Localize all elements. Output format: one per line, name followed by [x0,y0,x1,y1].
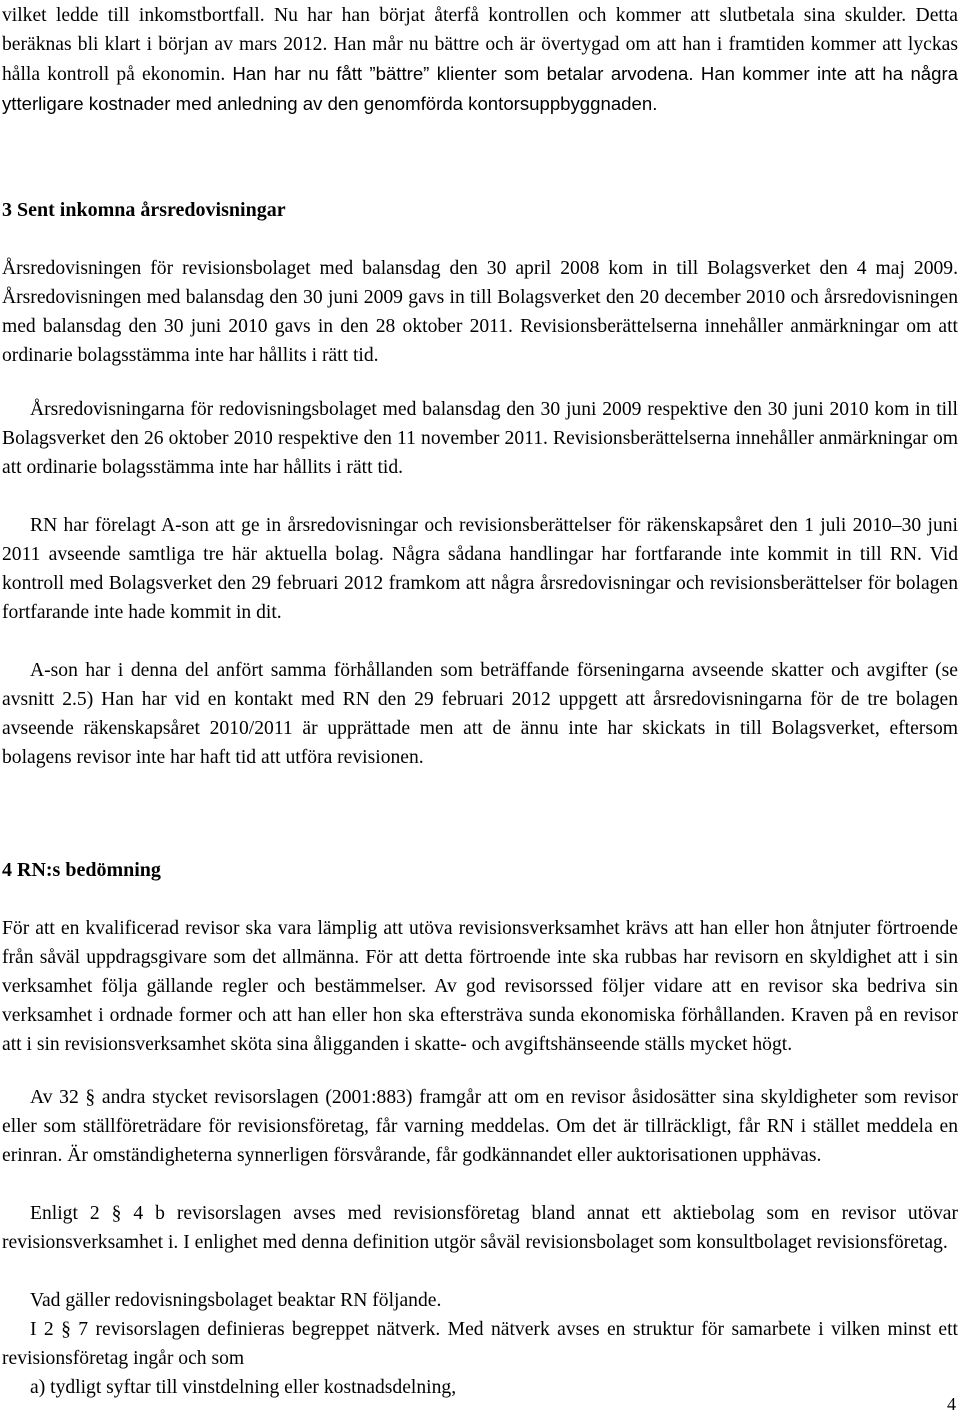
intro-text-sans: Han har nu fått ”bättre” klienter som betalar arvodena. Han kommer inte att ha några ytterligare kostnader med anledning av den genomförda kontorsuppbyggnaden. [2,63,958,114]
section-3-paragraph-3: RN har förelagt A-son att ge in årsredovisningar och revisionsberättelser för räkenskapsåret den 1 juli 2010–30 juni 2011 avseende samtliga tre här aktuella bolag. Några sådana handlingar har fortfarande inte kommit in till RN. Vid kontroll med Bolagsverket den 29 februari 2012 framkom att några årsredovisningar och revisionsberättelser för bolagen fortfarande inte hade kommit in dit. [2,515,958,623]
section-3-heading: 3 Sent inkomna årsredovisningar [2,199,286,221]
section-3-paragraph-4: A-son har i denna del anfört samma förhållanden som beträffande förseningarna avseende skatter och avgifter (se avsnitt 2.5) Han har vid en kontakt med RN den 29 februari 2012 uppgett att årsredovisningarna för de tre bolagen avseende räkenskapsåret 2010/2011 är upprättade men att de ännu inte har skickats in till Bolagsverket, eftersom bolagens revisor inte har haft tid att utföra revisionen. [2,660,958,768]
page-number: 4 [947,1394,956,1414]
section-4-list-item-a: a) tydligt syftar till vinstdelning eller kostnadsdelning, [30,1377,457,1398]
section-4-paragraph-5: I 2 § 7 revisorslagen definieras begreppet nätverk. Med nätverk avses en struktur för samarbete i vilken minst ett revisionsföretag ingår och som [2,1319,958,1369]
section-4-heading: 4 RN:s bedömning [2,859,161,881]
intro-text-serif: vilket ledde till inkomstbortfall. Nu har han börjat återfå kontrollen och kommer att slutbetala sina skulder. Detta beräknas bli klart i början av mars 2012. Han mår nu bättre och är övertygad om att han i framtiden kommer att lyckas hålla kontroll på ekonomin. [2,5,958,85]
section-4-paragraph-3: Enligt 2 § 4 b revisorslagen avses med revisionsföretag bland annat ett aktiebolag som en revisor utövar revisionsverksamhet i. I enlighet med denna definition utgör såväl revisionsbolaget som konsultbolaget revisionsföretag. [2,1203,958,1253]
intro-paragraph [2,1,958,119]
section-4-paragraph-2: Av 32 § andra stycket revisorslagen (2001:883) framgår att om en revisor åsidosätter sina skyldigheter som revisor eller som ställföreträdare för revisionsföretag, får varning meddelas. Om det är tillräckligt, får RN i stället meddela en erinran. Är omständigheterna synnerligen försvårande, får godkännandet eller auktorisationen upphävas. [2,1087,958,1166]
section-3-paragraph-1: Årsredovisningen för revisionsbolaget med balansdag den 30 april 2008 kom in till Bolagsverket den 4 maj 2009. Årsredovisningen med balansdag den 30 juni 2009 gavs in till Bolagsverket den 20 december 2010 och årsredovisningen med balansdag den 30 juni 2010 gavs in den 28 oktober 2011. Revisionsberättelserna innehåller anmärkningar om att ordinarie bolagsstämma inte har hållits i rätt tid. [2,258,958,366]
section-3-paragraph-2: Årsredovisningarna för redovisningsbolaget med balansdag den 30 juni 2009 respektive den 30 juni 2010 kom in till Bolagsverket den 26 oktober 2010 respektive den 11 november 2011. Revisionsberättelserna innehåller anmärkningar om att ordinarie bolagsstämma inte har hållits i rätt tid. [2,399,958,478]
section-4-paragraph-1: För att en kvalificerad revisor ska vara lämplig att utöva revisionsverksamhet krävs att han eller hon åtnjuter förtroende från såväl uppdragsgivare som det allmänna. För att detta förtroende inte ska rubbas har revisorn en skyldighet att i sin verksamhet följa gällande regler och bestämmelser. Av god revisorssed följer vidare att en revisor ska bedriva sin verksamhet i ordnade former och att han eller hon ska eftersträva sunda ekonomiska förhållanden. Kraven på en revisor att i sin revisionsverksamhet sköta sina åligganden i skatte- och avgiftshänseende ställs mycket högt. [2,918,958,1055]
section-4-paragraph-4: Vad gäller redovisningsbolaget beaktar RN följande. [30,1290,442,1311]
